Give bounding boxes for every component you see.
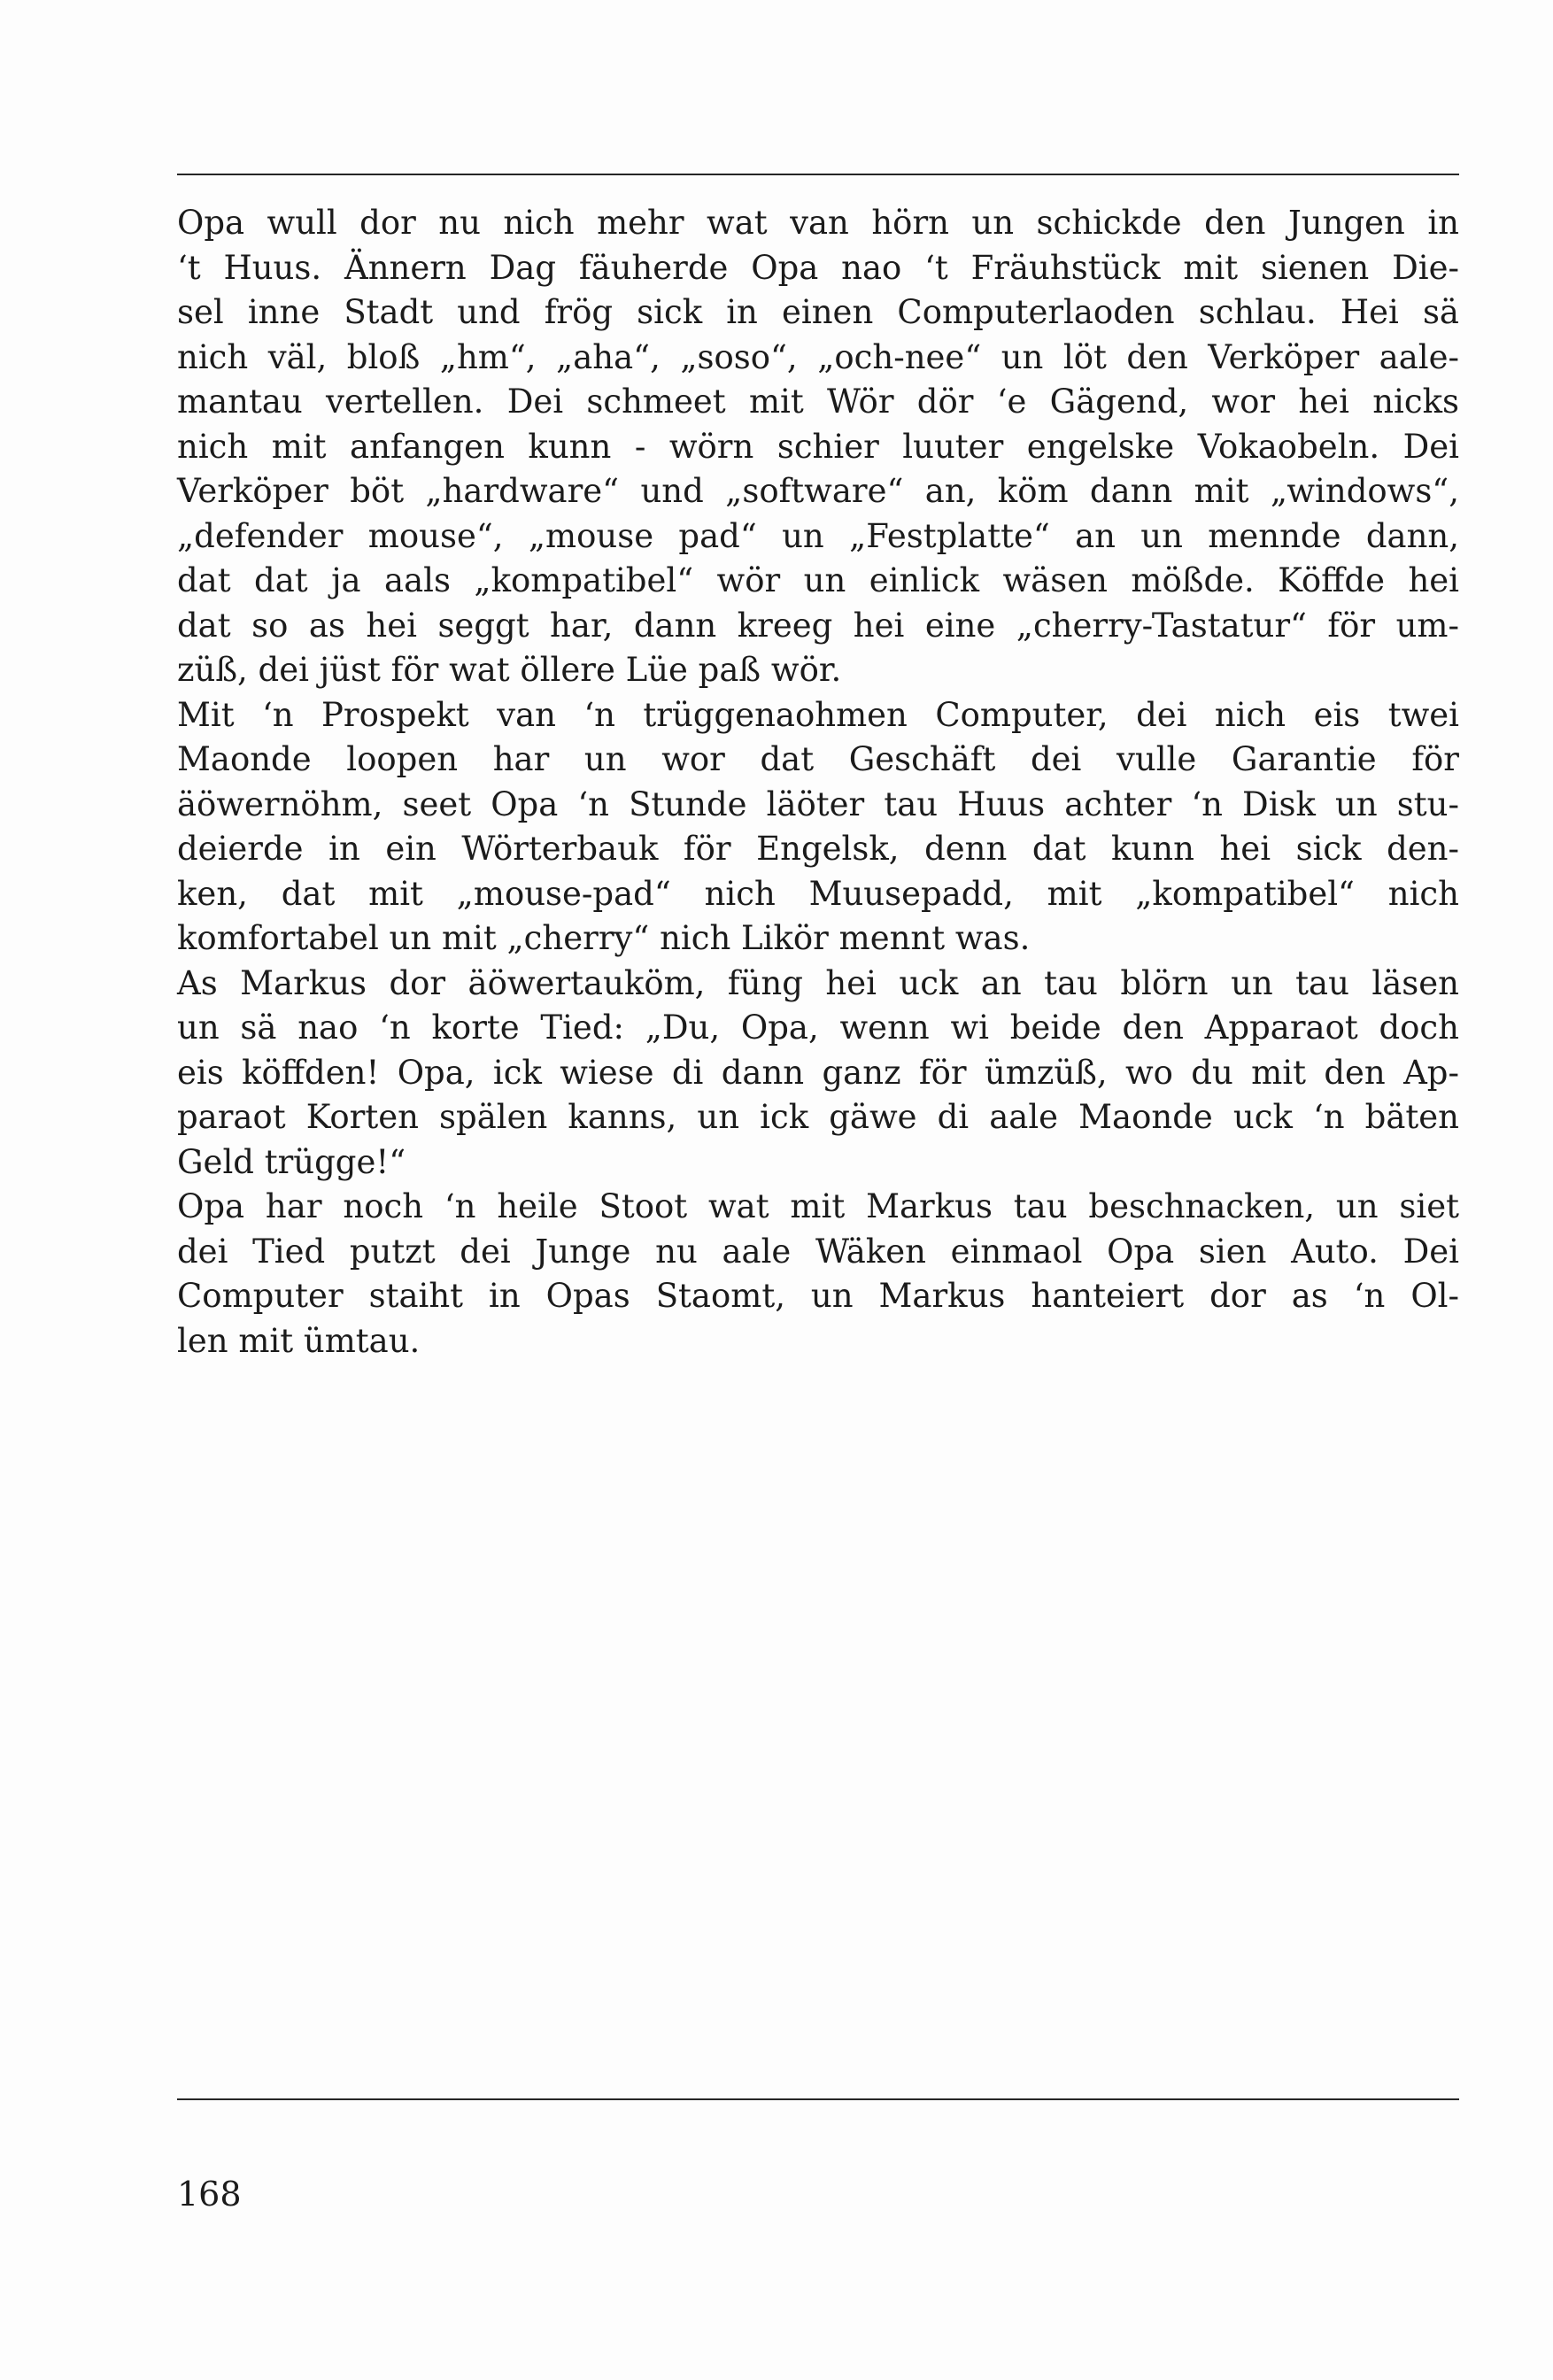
text-line: un sä nao ‘n korte Tied: „Du, Opa, wenn wi beide den Apparaot doch: [177, 1008, 1459, 1047]
text-line: dei Tied putzt dei Junge nu aale Wäken einmaol Opa sien Auto. Dei: [177, 1232, 1459, 1271]
text-line: dat so as hei seggt har, dann kreeg hei eine „cherry-Tastatur“ för um-: [177, 606, 1459, 645]
text-line: züß, dei jüst för wat öllere Lüe paß wör.: [177, 651, 842, 689]
paragraph: [177, 201, 1459, 693]
text-line: Opa har noch ‘n heile Stoot wat mit Markus tau beschnacken, un siet: [177, 1187, 1459, 1225]
body-text: [177, 201, 1459, 1364]
text-line: Verköper böt „hardware“ und „software“ an, köm dann mit „windows“,: [177, 472, 1459, 510]
text-line: ‘t Huus. Ännern Dag fäuherde Opa nao ‘t Fräuhstück mit sienen Die-: [177, 248, 1459, 287]
paragraph: [177, 693, 1459, 962]
text-line: len mit ümtau.: [177, 1321, 421, 1360]
paragraph: [177, 1185, 1459, 1364]
top-rule: [177, 174, 1459, 175]
text-line: mantau vertellen. Dei schmeet mit Wör dör ‘e Gägend, wor hei nicks: [177, 382, 1459, 421]
page-number: 168: [177, 2175, 242, 2214]
bottom-rule: [177, 2098, 1459, 2100]
text-line: sel inne Stadt und frög sick in einen Computerlaoden schlau. Hei sä: [177, 293, 1459, 331]
text-line: komfortabel un mit „cherry“ nich Likör mennt was.: [177, 919, 1031, 957]
text-line: äöwernöhm, seet Opa ‘n Stunde läöter tau Huus achter ‘n Disk un stu-: [177, 784, 1459, 823]
text-line: dat dat ja aals „kompatibel“ wör un einlick wäsen mößde. Köffde hei: [177, 561, 1459, 599]
text-line: Computer staiht in Opas Staomt, un Markus hanteiert dor as ‘n Ol-: [177, 1277, 1459, 1315]
text-line: As Markus dor äöwertauköm, füng hei uck an tau blörn un tau läsen: [177, 963, 1459, 1002]
text-line: ken, dat mit „mouse-pad“ nich Muusepadd, mit „kompatibel“ nich: [177, 874, 1459, 913]
text-line: Geld trügge!“: [177, 1142, 406, 1181]
text-line: deierde in ein Wörterbauk för Engelsk, denn dat kunn hei sick den-: [177, 830, 1459, 868]
text-line: Maonde loopen har un wor dat Geschäft dei vulle Garantie för: [177, 740, 1459, 778]
text-line: nich mit anfangen kunn - wörn schier luuter engelske Vokaobeln. Dei: [177, 427, 1459, 466]
text-line: eis köffden! Opa, ick wiese di dann ganz för ümzüß, wo du mit den Ap-: [177, 1053, 1459, 1092]
text-line: paraot Korten spälen kanns, un ick gäwe di aale Maonde uck ‘n bäten: [177, 1098, 1459, 1136]
text-line: Opa wull dor nu nich mehr wat van hörn un schickde den Jungen in: [177, 204, 1459, 242]
paragraph: [177, 962, 1459, 1186]
text-line: nich väl, bloß „hm“, „aha“, „soso“, „och-nee“ un löt den Verköper aale-: [177, 337, 1459, 376]
text-line: „defender mouse“, „mouse pad“ un „Festplatte“ an un mennde dann,: [177, 516, 1459, 555]
text-line: Mit ‘n Prospekt van ‘n trüggenaohmen Computer, dei nich eis twei: [177, 695, 1459, 734]
